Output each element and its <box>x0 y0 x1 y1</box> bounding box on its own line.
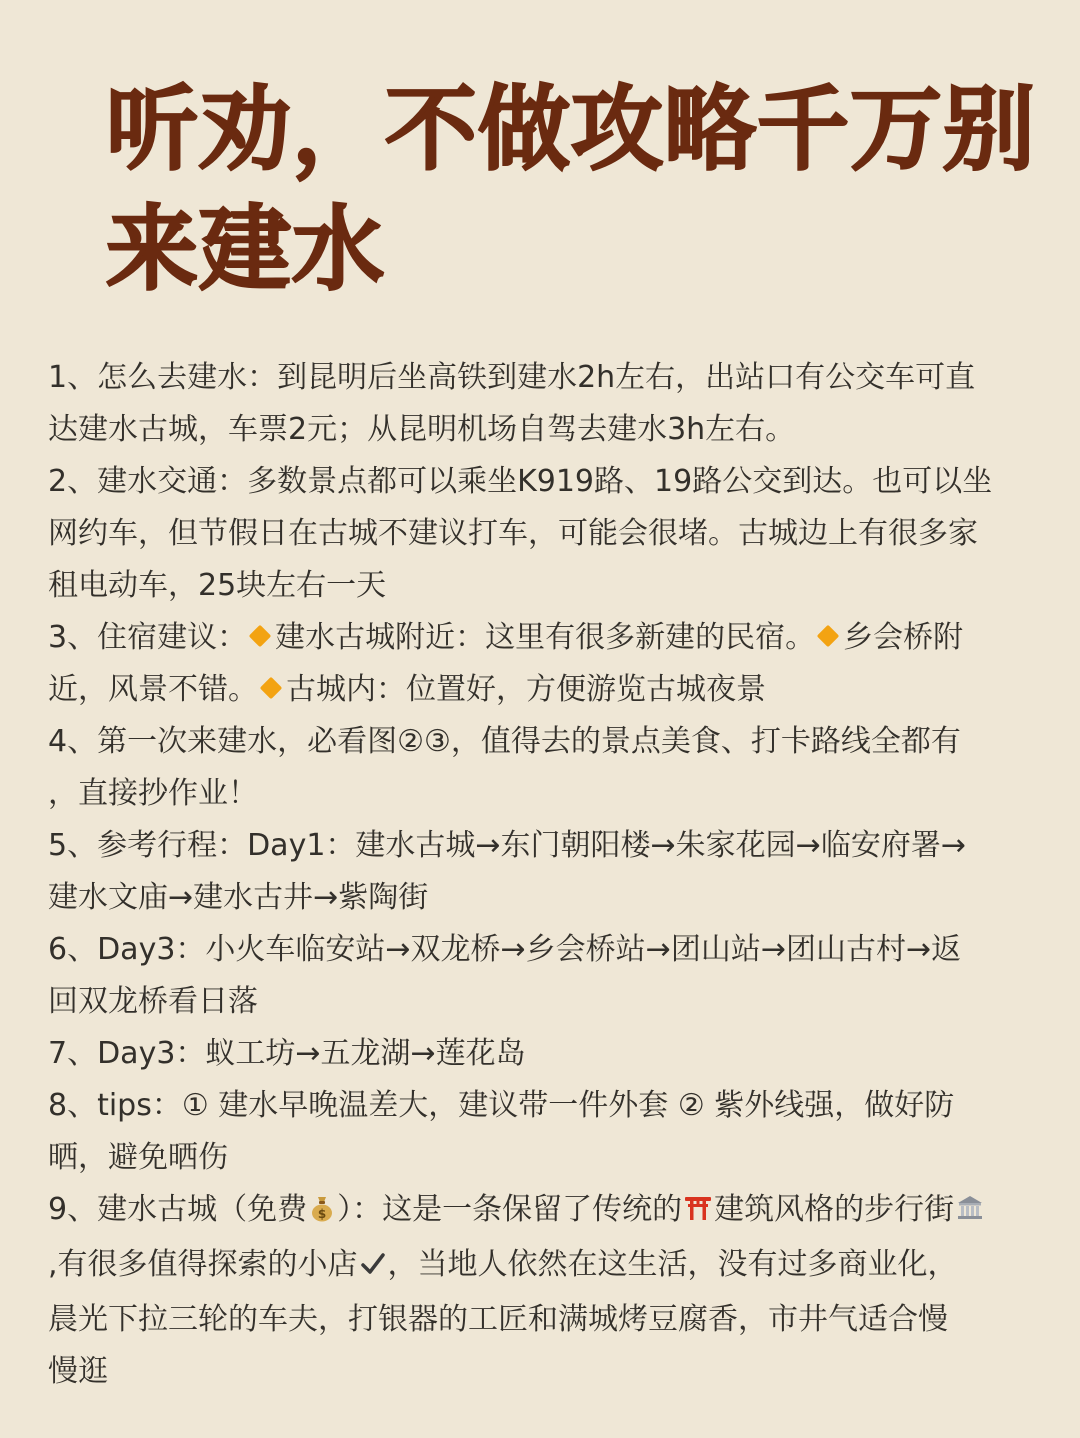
text-line: 晒，避免晒伤 <box>48 1140 228 1175</box>
tip-item-9 <box>48 1184 1048 1398</box>
text-line <box>48 1239 1048 1294</box>
torii-gate-icon <box>684 1187 712 1239</box>
text-line: 达建水古城，车票2元；从昆明机场自驾去建水3h左右。 <box>48 412 796 447</box>
tip-item-8 <box>48 1080 1048 1184</box>
text-line: 6、Day3：小火车临安站→双龙桥→乡会桥站→团山站→团山古村→返 <box>48 932 962 967</box>
text-segment: 建水古城附近：这里有很多新建的民宿。 <box>275 620 816 655</box>
text-line: 1、怎么去建水：到昆明后坐高铁到建水2h左右，出站口有公交车可直 <box>48 360 976 395</box>
tip-item-3 <box>48 612 1048 716</box>
text-segment: 乡会桥附 <box>843 620 964 655</box>
text-line: 租电动车，25块左右一天 <box>48 568 387 603</box>
text-line: 慢逛 <box>48 1354 108 1389</box>
article-body <box>48 352 1048 1398</box>
tip-item-2 <box>48 456 1048 612</box>
text-line <box>48 612 1048 664</box>
title-line-2: 来建水 <box>106 196 386 303</box>
text-line: 5、参考行程：Day1：建水古城→东门朝阳楼→朱家花园→临安府署→ <box>48 828 966 863</box>
classical-building-icon <box>956 1187 984 1239</box>
tip-item-5 <box>48 820 1048 924</box>
orange-diamond-icon <box>249 625 272 648</box>
text-line <box>48 1184 1048 1239</box>
title-line-1: 听劝，不做攻略千万别 <box>106 76 1037 183</box>
text-line: 建水文庙→建水古井→紫陶街 <box>48 880 429 915</box>
text-segment: ,有很多值得探索的小店 <box>48 1247 358 1282</box>
text-line: 晨光下拉三轮的车夫，打银器的工匠和满城烤豆腐香，市井气适合慢 <box>48 1302 948 1337</box>
text-segment: ）：这是一条保留了传统的 <box>337 1192 683 1227</box>
text-segment: 9、建水古城（免费 <box>48 1192 308 1227</box>
text-line: 回双龙桥看日落 <box>48 984 258 1019</box>
text-segment: 3、住宿建议： <box>48 620 248 655</box>
text-line <box>48 664 1048 716</box>
text-segment: 近，风景不错。 <box>48 672 258 707</box>
orange-diamond-icon <box>260 677 283 700</box>
text-line: 8、tips：① 建水早晚温差大，建议带一件外套 ② 紫外线强，做好防 <box>48 1088 955 1123</box>
tip-item-7 <box>48 1028 1048 1080</box>
text-line: 2、建水交通：多数景点都可以乘坐K919路、19路公交到达。也可以坐 <box>48 464 993 499</box>
orange-diamond-icon <box>817 625 840 648</box>
text-segment: 建筑风格的步行街 <box>714 1192 955 1227</box>
money-bag-icon <box>309 1187 335 1239</box>
text-line: ，直接抄作业！ <box>48 776 258 811</box>
tip-item-6 <box>48 924 1048 1028</box>
tip-item-1 <box>48 352 1048 456</box>
page-title <box>106 70 1036 310</box>
check-mark-icon <box>360 1242 386 1294</box>
text-line: 4、第一次来建水，必看图②③，值得去的景点美食、打卡路线全都有 <box>48 724 961 759</box>
text-segment: 古城内：位置好，方便游览古城夜景 <box>286 672 766 707</box>
tip-item-4 <box>48 716 1048 820</box>
text-segment: ，当地人依然在这生活，没有过多商业化， <box>387 1247 958 1282</box>
svg-text:$: $ <box>317 1207 327 1221</box>
text-line: 7、Day3：蚁工坊→五龙湖→莲花岛 <box>48 1036 526 1071</box>
text-line: 网约车，但节假日在古城不建议打车，可能会很堵。古城边上有很多家 <box>48 516 978 551</box>
